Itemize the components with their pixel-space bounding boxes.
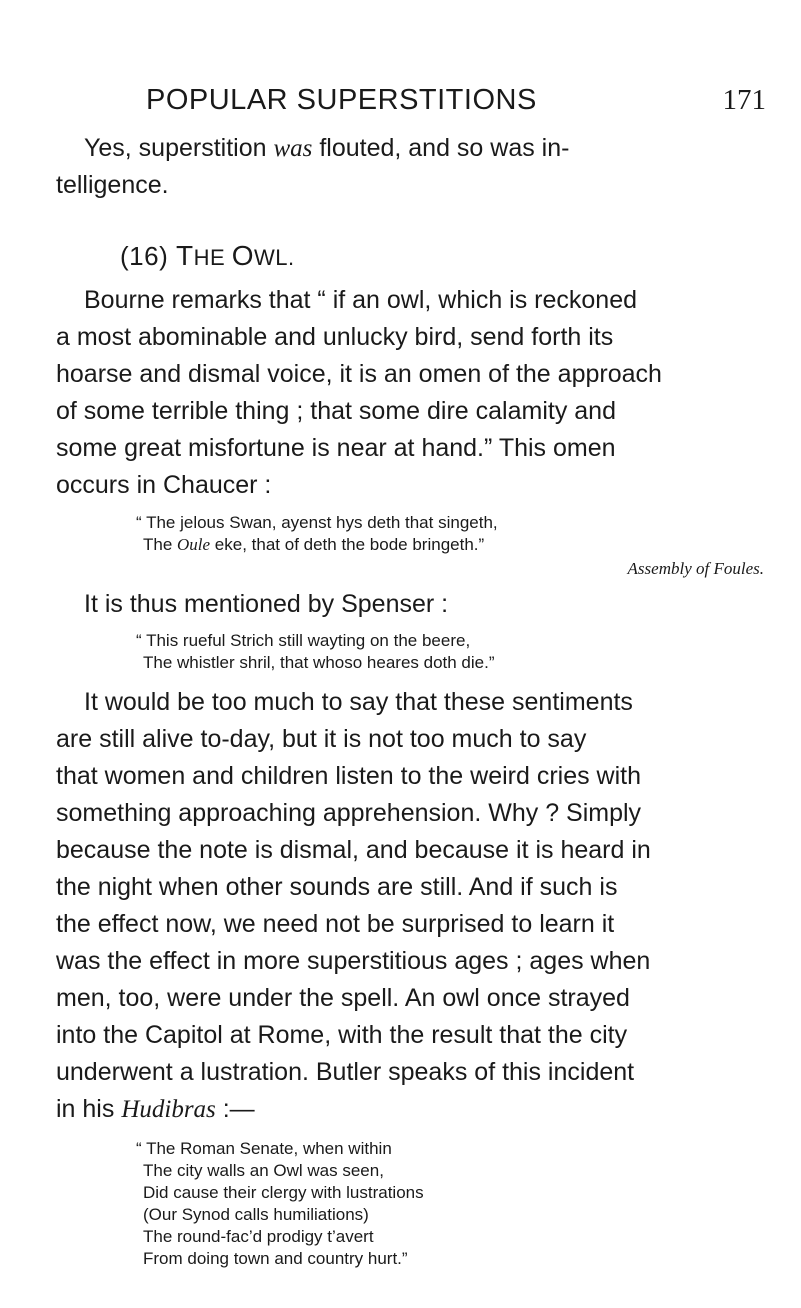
text-line: the night when other sounds are still. And if such is xyxy=(56,873,618,901)
emphasis: was xyxy=(273,135,313,162)
quote-line: “ The Roman Senate, when within xyxy=(136,1139,392,1158)
bourne-paragraph xyxy=(56,282,766,504)
quote-line: The round-fac’d prodigy t’avert xyxy=(143,1227,374,1246)
spenser-quote xyxy=(56,630,766,674)
text-line: into the Capitol at Rome, with the result that the city xyxy=(56,1021,628,1049)
text-line: telligence. xyxy=(56,171,169,199)
main-paragraph xyxy=(56,684,766,1128)
butler-quote xyxy=(56,1138,766,1270)
text-line: hoarse and dismal voice, it is an omen of the approach xyxy=(56,360,662,388)
quote-line: “ The jelous Swan, ayenst hys deth that singeth, xyxy=(136,513,498,532)
page-header xyxy=(56,84,766,124)
running-title: POPULAR SUPERSTITIONS xyxy=(146,84,537,116)
text-line: a most abominable and unlucky bird, send forth its xyxy=(56,323,614,351)
spenser-intro: It is thus mentioned by Spenser : xyxy=(84,590,449,618)
text-line: men, too, were under the spell. An owl once strayed xyxy=(56,984,630,1012)
quote-line: “ This rueful Strich still wayting on the beere, xyxy=(136,631,471,650)
text-line: the effect now, we need not be surprised to learn it xyxy=(56,910,615,938)
text-line: Bourne remarks that “ if an owl, which is reckoned xyxy=(84,286,638,314)
quote-line: Did cause their clergy with lustrations xyxy=(143,1183,424,1202)
text-line: something approaching apprehension. Why ? Simply xyxy=(56,799,642,827)
text-line: of some terrible thing ; that some dire calamity and xyxy=(56,397,616,425)
emphasis: Oule xyxy=(177,535,211,554)
page-number: 171 xyxy=(722,84,766,116)
text-line: some great misfortune is near at hand.” This omen xyxy=(56,434,616,462)
text-line: underwent a lustration. Butler speaks of this incident xyxy=(56,1058,635,1086)
text-line: are still alive to-day, but it is not too much to say xyxy=(56,725,587,753)
chaucer-quote xyxy=(56,512,766,580)
text-line: was the effect in more superstitious ages ; ages when xyxy=(56,947,651,975)
text-line: because the note is dismal, and because it is heard in xyxy=(56,836,651,864)
quote-line: (Our Synod calls humiliations) xyxy=(143,1205,369,1224)
opening-paragraph xyxy=(56,130,766,204)
quote-attribution: Assembly of Foules. xyxy=(627,559,764,578)
quote-line: The Oule eke, that of deth the bode bringeth.” xyxy=(143,535,485,554)
quote-line: From doing town and country hurt.” xyxy=(143,1249,408,1268)
emphasis: Hudibras xyxy=(121,1096,216,1123)
section-heading: (16) THE OWL. xyxy=(120,240,295,271)
book-page xyxy=(56,84,766,1270)
quote-line: The whistler shril, that whoso heares doth die.” xyxy=(143,653,495,672)
quote-line: The city walls an Owl was seen, xyxy=(143,1161,384,1180)
text-line: It would be too much to say that these sentiments xyxy=(84,688,633,716)
text-line: occurs in Chaucer : xyxy=(56,471,272,499)
text-line: that women and children listen to the weird cries with xyxy=(56,762,642,790)
text-line: in his Hudibras :— xyxy=(56,1095,255,1123)
text-line: Yes, superstition was flouted, and so was in- xyxy=(84,134,570,162)
